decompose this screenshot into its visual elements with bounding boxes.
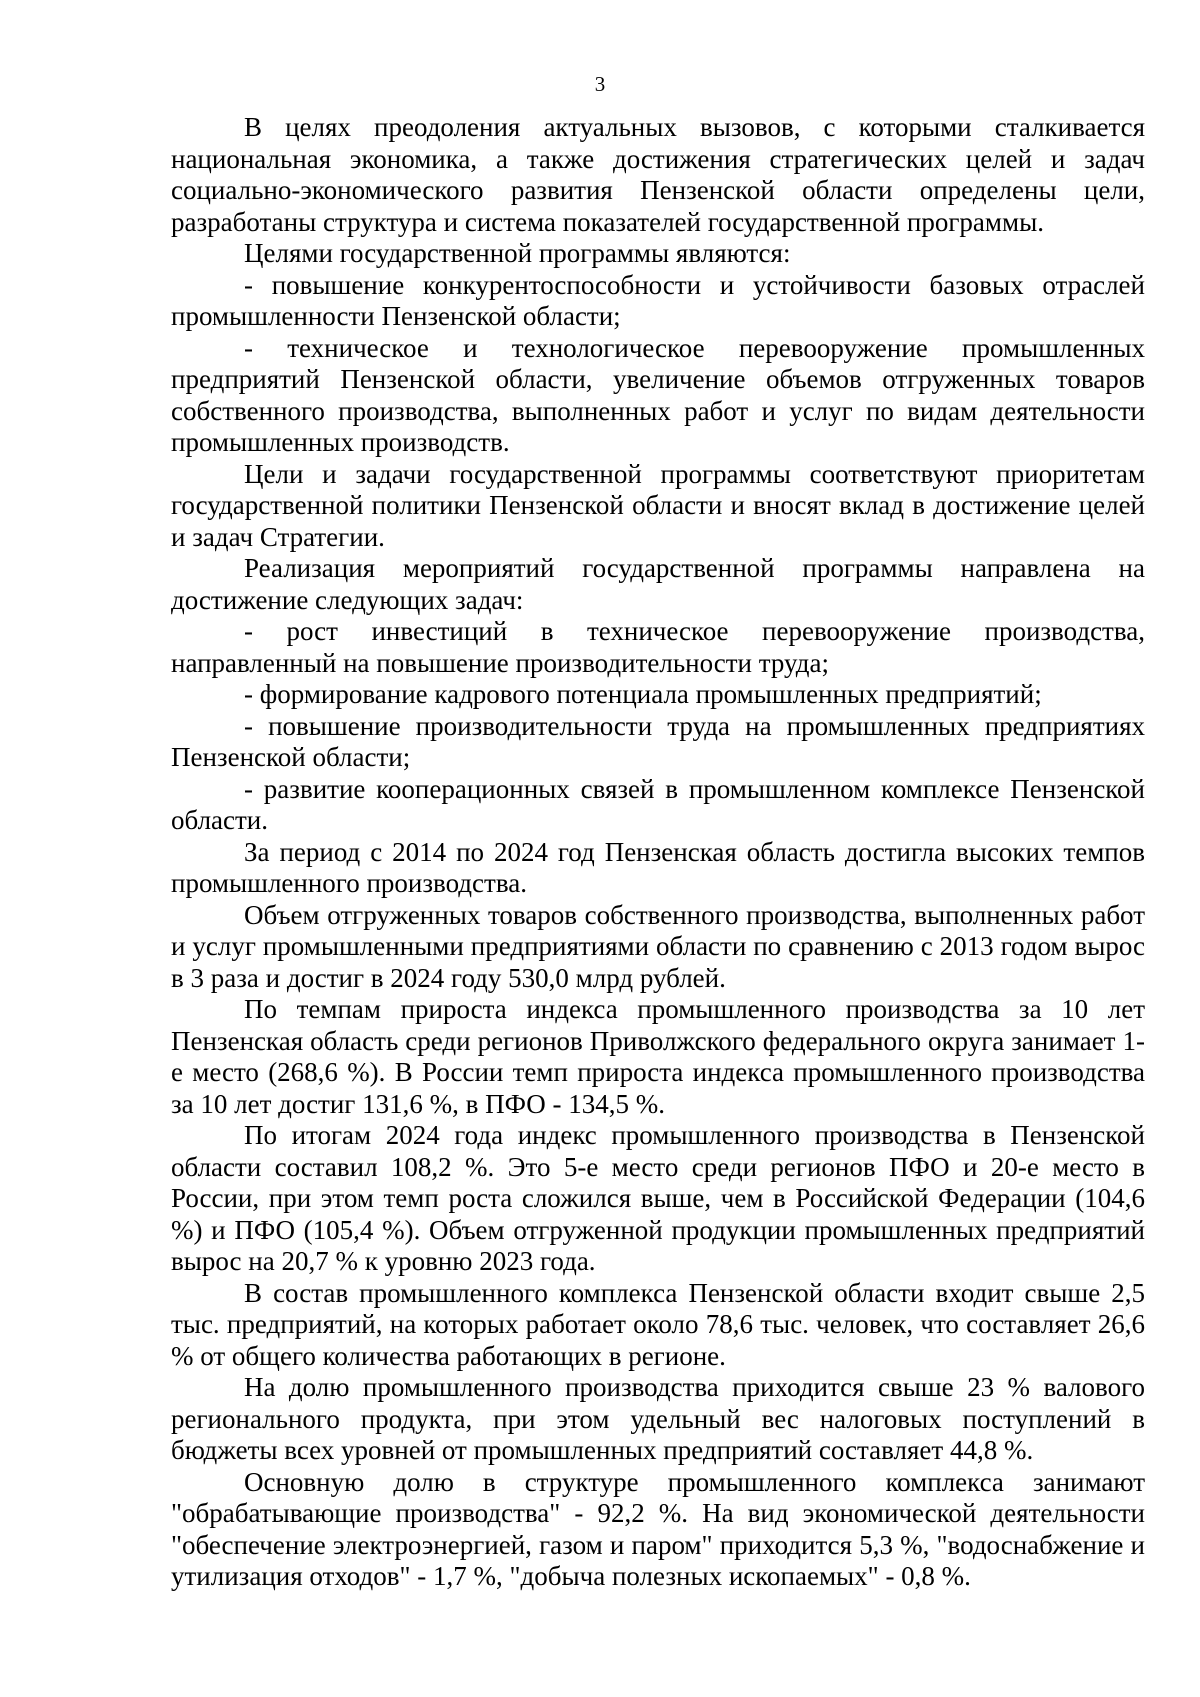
list-item-goal-2: - техническое и технологическое перевооружение промышленных предприятий Пензенской области, увеличение объемов отгруженных товаров собственного производства, выполненных работ и услуг по видам деятельности промышленных производств. bbox=[171, 332, 1145, 457]
paragraph-intro: В целях преодоления актуальных вызовов, с которыми сталкивается национальная экономика, а также достижения стратегических целей и задач социально-экономического развития Пензенской области определены цели, разработаны структура и система показателей государственной программы. bbox=[171, 112, 1145, 237]
list-item-task-3: - повышение производительности труда на промышленных предприятиях Пензенской области; bbox=[171, 710, 1145, 772]
list-item-task-4: - развитие кооперационных связей в промышленном комплексе Пензенской области. bbox=[171, 773, 1145, 835]
paragraph-structure: Основную долю в структуре промышленного комплекса занимают "обрабатывающие производства" - 92,2 %. На вид экономической деятельности "обеспечение электроэнергией, газом и паром" приходится 5,3 %, "водоснабжение и утилизация отходов" - 1,7 %, "добыча полезных ископаемых" - 0,8 %. bbox=[171, 1466, 1145, 1591]
paragraph-priorities: Цели и задачи государственной программы соответствуют приоритетам государственной политики Пензенской области и вносят вклад в достижение целей и задач Стратегии. bbox=[171, 458, 1145, 552]
paragraph-goals-heading: Целями государственной программы являются: bbox=[244, 238, 791, 268]
page-number: 3 bbox=[594, 72, 606, 96]
list-item-goal-1: - повышение конкурентоспособности и устойчивости базовых отраслей промышленности Пензенской области; bbox=[171, 269, 1145, 331]
paragraph-2024-results: По итогам 2024 года индекс промышленного производства в Пензенской области составил 108,2 %. Это 5-е место среди регионов ПФО и 20-е место в России, при этом темп роста сложился выше, чем в Российской Федерации (104,6 %) и ПФО (105,4 %). Объем отгруженной продукции промышленных предприятий вырос на 20,7 % к уровню 2023 года. bbox=[171, 1120, 1145, 1276]
list-item-task-2: - формирование кадрового потенциала промышленных предприятий; bbox=[244, 679, 1042, 709]
paragraph-period-results: За период с 2014 по 2024 год Пензенская область достигла высоких темпов промышленного производства. bbox=[171, 836, 1145, 898]
paragraph-growth-rates: По темпам прироста индекса промышленного производства за 10 лет Пензенская область среди регионов Приволжского федерального округа занимает 1-е место (268,6 %). В России темп прироста индекса промышленного производства за 10 лет достиг 131,6 %, в ПФО - 134,5 %. bbox=[171, 994, 1145, 1119]
paragraph-shipment-volume: Объем отгруженных товаров собственного производства, выполненных работ и услуг промышленными предприятиями области по сравнению с 2013 годом вырос в 3 раза и достиг в 2024 году 530,0 млрд рублей. bbox=[171, 899, 1145, 993]
paragraph-grp-share: На долю промышленного производства приходится свыше 23 % валового регионального продукта, при этом удельный вес налоговых поступлений в бюджеты всех уровней от промышленных предприятий составляет 44,8 %. bbox=[171, 1372, 1145, 1465]
paragraph-industrial-complex: В состав промышленного комплекса Пензенской области входит свыше 2,5 тыс. предприятий, на которых работает около 78,6 тыс. человек, что составляет 26,6 % от общего количества работающих в регионе. bbox=[171, 1277, 1145, 1371]
list-item-task-1: - рост инвестиций в техническое перевооружение производства, направленный на повышение производительности труда; bbox=[171, 616, 1145, 678]
document-body bbox=[171, 112, 1145, 1593]
paragraph-tasks-heading: Реализация мероприятий государственной программы направлена на достижение следующих задач: bbox=[171, 553, 1145, 615]
